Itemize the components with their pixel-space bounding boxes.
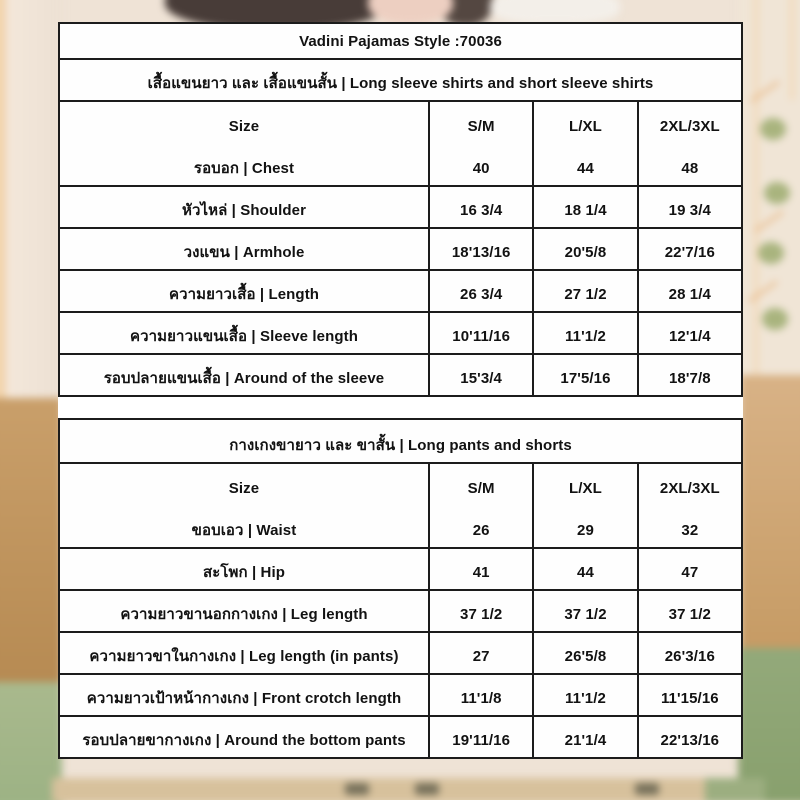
table-row bbox=[60, 631, 741, 673]
size-column-2xl3xl: 2XL/3XL bbox=[637, 102, 741, 143]
row-label: ขอบเอว | Waist bbox=[191, 522, 297, 540]
table-row bbox=[60, 227, 741, 269]
table-row bbox=[60, 269, 741, 311]
row-value: 10'11/16 bbox=[428, 313, 532, 353]
size-column-lxl: L/XL bbox=[532, 102, 636, 143]
section-header-shirts: เสื้อแขนยาว และ เสื้อแขนสั้น | Long sleeve shirts and short sleeve shirts bbox=[147, 75, 654, 93]
title-row bbox=[60, 24, 741, 58]
row-value: 37 1/2 bbox=[532, 591, 636, 631]
row-value: 21'1/4 bbox=[532, 717, 636, 757]
row-value: 26 bbox=[428, 505, 532, 547]
table-row bbox=[60, 353, 741, 395]
row-value: 19'11/16 bbox=[428, 717, 532, 757]
chart-title: Vadini Pajamas Style :70036 bbox=[299, 33, 502, 51]
pajama-print bbox=[635, 783, 659, 795]
row-value: 40 bbox=[428, 143, 532, 185]
model-face bbox=[368, 0, 453, 24]
section-header-row bbox=[60, 420, 741, 462]
wall-highlight bbox=[490, 0, 620, 24]
pajama-print bbox=[345, 783, 369, 795]
size-header-row bbox=[60, 100, 741, 143]
table-row bbox=[60, 185, 741, 227]
table-row bbox=[60, 589, 741, 631]
table-gap bbox=[58, 397, 743, 418]
wall-left bbox=[0, 0, 62, 420]
row-value: 11'1/2 bbox=[532, 313, 636, 353]
row-value: 28 1/4 bbox=[637, 271, 741, 311]
row-value: 19 3/4 bbox=[637, 187, 741, 227]
wood-pillar-right bbox=[740, 375, 800, 660]
wallpaper-floral bbox=[758, 242, 784, 264]
wood-pillar-left bbox=[0, 398, 62, 688]
size-column-2xl3xl: 2XL/3XL bbox=[637, 464, 741, 505]
row-label: ความยาวขานอกกางเกง | Leg length bbox=[120, 606, 368, 624]
size-chart bbox=[58, 22, 743, 759]
row-value: 44 bbox=[532, 549, 636, 589]
table-row bbox=[60, 311, 741, 353]
row-label: สะโพก | Hip bbox=[202, 564, 286, 582]
row-label: ความยาวแขนเสื้อ | Sleeve length bbox=[129, 328, 358, 346]
table-row bbox=[60, 547, 741, 589]
row-label: รอบปลายขากางเกง | Around the bottom pants bbox=[82, 732, 406, 750]
wallpaper-floral bbox=[764, 182, 790, 204]
wall-stripe bbox=[0, 0, 4, 410]
row-value: 15'3/4 bbox=[428, 355, 532, 395]
row-value: 48 bbox=[637, 143, 741, 185]
row-value: 18 1/4 bbox=[532, 187, 636, 227]
row-value: 44 bbox=[532, 143, 636, 185]
size-header-label: Size bbox=[228, 118, 260, 136]
row-value: 27 1/2 bbox=[532, 271, 636, 311]
row-value: 22'13/16 bbox=[637, 717, 741, 757]
table-row bbox=[60, 505, 741, 547]
wallpaper-stripe bbox=[754, 0, 758, 380]
size-header-label: Size bbox=[228, 480, 260, 498]
row-value: 37 1/2 bbox=[428, 591, 532, 631]
row-label: รอบอก | Chest bbox=[193, 160, 295, 178]
row-value: 18'7/8 bbox=[637, 355, 741, 395]
section-header-pants: กางเกงขายาว และ ขาสั้น | Long pants and shorts bbox=[229, 437, 572, 455]
row-value: 22'7/16 bbox=[637, 229, 741, 269]
row-label: หัวไหล่ | Shoulder bbox=[181, 202, 307, 220]
row-value: 32 bbox=[637, 505, 741, 547]
row-value: 26'5/8 bbox=[532, 633, 636, 673]
size-header-row bbox=[60, 462, 741, 505]
shirts-rows bbox=[60, 143, 741, 395]
table-row bbox=[60, 673, 741, 715]
table-row bbox=[60, 715, 741, 757]
row-value: 11'15/16 bbox=[637, 675, 741, 715]
pants-rows bbox=[60, 505, 741, 757]
row-value: 47 bbox=[637, 549, 741, 589]
row-label: วงแขน | Armhole bbox=[183, 244, 305, 262]
row-value: 41 bbox=[428, 549, 532, 589]
wallpaper-floral bbox=[760, 118, 786, 140]
row-value: 18'13/16 bbox=[428, 229, 532, 269]
row-label: รอบปลายแขนเสื้อ | Around of the sleeve bbox=[103, 370, 385, 388]
row-value: 11'1/8 bbox=[428, 675, 532, 715]
row-value: 17'5/16 bbox=[532, 355, 636, 395]
row-value: 11'1/2 bbox=[532, 675, 636, 715]
row-value: 26 3/4 bbox=[428, 271, 532, 311]
row-label: ความยาวเป้าหน้ากางเกง | Front crotch length bbox=[86, 690, 402, 708]
row-label: ความยาวขาในกางเกง | Leg length (in pants) bbox=[89, 648, 399, 666]
row-value: 37 1/2 bbox=[637, 591, 741, 631]
pajama-print bbox=[415, 783, 439, 795]
row-value: 27 bbox=[428, 633, 532, 673]
sofa-bottom bbox=[705, 778, 765, 800]
wallpaper-floral bbox=[762, 308, 788, 330]
size-column-sm: S/M bbox=[428, 464, 532, 505]
table-row bbox=[60, 143, 741, 185]
shirts-table bbox=[58, 22, 743, 397]
row-value: 20'5/8 bbox=[532, 229, 636, 269]
row-value: 16 3/4 bbox=[428, 187, 532, 227]
row-value: 26'3/16 bbox=[637, 633, 741, 673]
section-header-row bbox=[60, 58, 741, 100]
row-label: ความยาวเสื้อ | Length bbox=[168, 286, 320, 304]
pants-table bbox=[58, 418, 743, 759]
row-value: 29 bbox=[532, 505, 636, 547]
size-column-lxl: L/XL bbox=[532, 464, 636, 505]
wallpaper-stripe bbox=[790, 0, 794, 100]
size-column-sm: S/M bbox=[428, 102, 532, 143]
row-value: 12'1/4 bbox=[637, 313, 741, 353]
